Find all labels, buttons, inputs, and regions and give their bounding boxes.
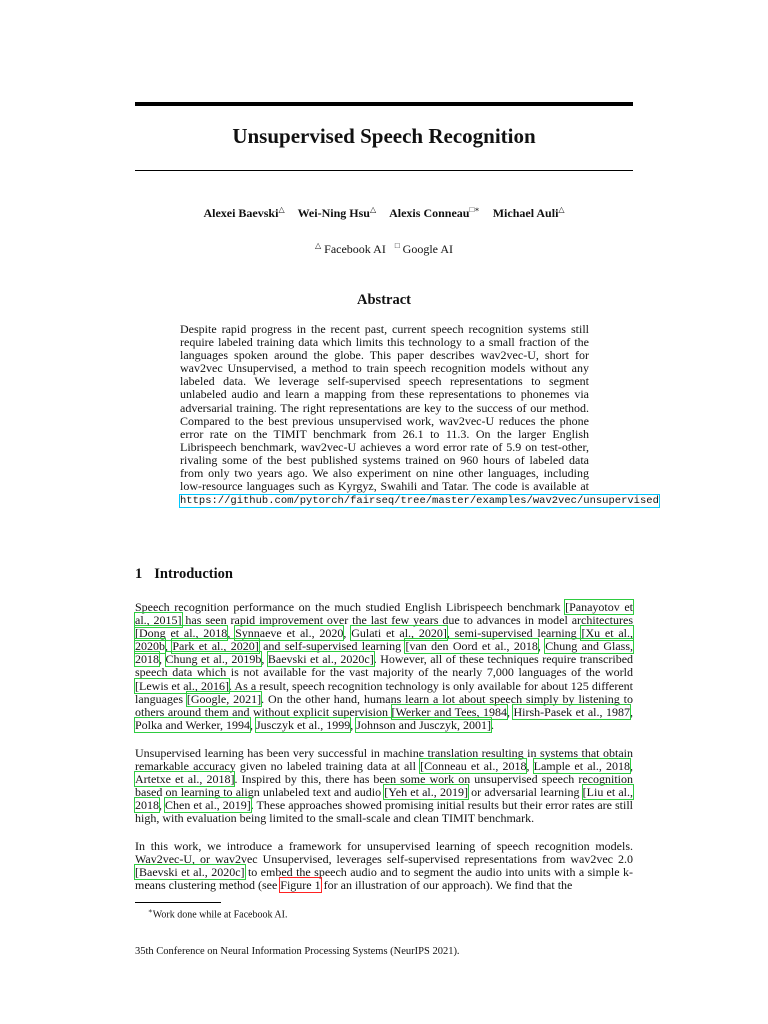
body-text-run: , [630,704,633,719]
body-text-run: . [490,717,494,732]
citation-link[interactable]: Hirsh-Pasek et al., 1987 [513,704,630,719]
conference-footer: 35th Conference on Neural Information Processing Systems (NeurIPS 2021). [135,946,460,957]
citation-link[interactable]: Artetxe et al., 2018] [135,772,235,787]
author: Michael Auli△ [492,205,565,220]
body-text-run: , [537,639,546,654]
title-top-rule [135,102,633,106]
citation-link[interactable]: Lample et al., 2018 [533,759,630,774]
citation-link[interactable]: Jusczyk et al., 1999 [255,717,351,732]
body-text-run: . These approaches showed promising initial results but their error rates are still high, with evaluation being limited to the small-scale and clean TIMIT benchmark. [135,798,634,826]
body-text-run: . As a result, speech recognition technology is only available for about 125 different languages [135,678,634,706]
author: Alexis Conneau□∗ [389,205,480,220]
citation-link[interactable]: [Google, 2021] [186,691,262,706]
citation-link[interactable]: [Lewis et al., 2016] [135,678,229,693]
paper-title: Unsupervised Speech Recognition [232,124,536,148]
body-text-run: or adversarial learning [467,785,583,800]
intro-paragraph-3 [135,840,633,892]
footnote: ∗Work done while at Facebook AI. [148,907,288,921]
abstract-text: Despite rapid progress in the recent past, current speech recognition systems still require labeled training data which limits this technology to a small fraction of the languages spoken around the globe. This paper describes wav2vec-U, short for wav2vec Unsupervised, a method to train speech recognition models without any labeled data. We leverage self-supervised speech representations to segment unlabeled audio and learn a mapping from these representations to phonemes via adversarial training. The right representations are key to the success of our method. Compared to the best previous unsupervised work, wav2vec-U reduces the phone error rate on the TIMIT benchmark from 26.1 to 11.3. On the larger English Librispeech benchmark, wav2vec-U achieves a word error rate of 5.9 on test-other, rivaling some of the best published systems trained on 960 hours of labeled data from only two years ago. We also experiment on nine other languages, including low-resource languages such as Kyrgyz, Swahili and Tatar. The code is available at [180,322,589,494]
body-text-run: , semi-supervised learning [446,626,582,641]
author: Wei-Ning Hsu△ [297,205,377,220]
section-number: 1 [135,566,143,582]
citation-link[interactable]: [Conneau et al., 2018 [420,759,527,774]
body-text-run: , [159,652,166,667]
body-text-run: . On the other hand, humans learn a lot about speech simply by listening to others around them and without explicit supervision [135,691,634,719]
citation-link[interactable]: [Yeh et al., 2019] [384,785,468,800]
citation-link[interactable]: Chen et al., 2019] [165,798,251,813]
body-text-run: , [227,626,236,641]
body-text-run: , [261,652,268,667]
citation-link[interactable]: [Panayotov et al., 2015] [135,600,633,628]
title-bottom-rule [135,170,633,171]
section-title: Introduction [154,566,233,582]
intro-paragraph-2 [135,747,633,826]
citation-link[interactable]: [Werker and Tees, 1984 [391,704,507,719]
body-text-run: , [350,717,357,732]
body-text-run: for an illustration of our approach). We find that the [320,878,573,893]
intro-paragraph-1 [135,601,633,732]
affiliations: △ Facebook AI □ Google AI [315,241,453,256]
body-text-run: , [159,798,166,813]
body-text-run: , [526,759,534,774]
body-text-run: . Inspired by this, there has been some work on unsupervised speech recognition based on learning to align unlabeled text and audio [135,772,633,800]
code-url-link[interactable]: https://github.com/pytorch/fairseq/tree/master/examples/wav2vec/unsupervised [180,495,659,508]
body-text-run: In this work, we introduce a framework for unsupervised learning of speech recognition models. Wav2vec-U, or wav2vec Unsupervised, leverages self-supervised representations from wav2vec 2.0 [135,839,633,867]
citation-link[interactable]: [Dong et al., 2018 [135,626,228,641]
body-text-run: , [506,704,514,719]
body-text-run: , [629,759,633,774]
citation-link[interactable]: Chung et al., 2019b [165,652,262,667]
citation-link[interactable]: Polka and Werker, 1994 [135,717,250,732]
citation-link[interactable]: [Liu et al., 2018 [135,785,634,813]
footnote-rule [135,902,221,903]
figure-reference-link[interactable]: Figure 1 [280,878,321,893]
citation-link[interactable]: Chung and Glass, 2018 [135,639,633,667]
citation-link[interactable]: [van den Oord et al., 2018 [405,639,538,654]
body-text-run: to embed the speech audio and to segment the audio into units with a simple k-means clustering method (see [135,865,633,893]
body-text-run: and self-supervised learning [258,639,406,654]
citation-link[interactable]: Gulati et al., 2020] [351,626,447,641]
citation-link[interactable]: [Xu et al., 2020b [135,626,634,654]
body-text-run: , [165,639,173,654]
affiliation: Facebook AI [324,242,386,256]
citation-link[interactable]: [Baevski et al., 2020c] [135,865,245,880]
abstract-heading: Abstract [357,292,411,308]
body-text-run: Unsupervised learning has been very successful in machine translation resulting in systems that obtain remarkable accuracy given no labeled training data at all [135,746,633,774]
author: Alexei Baevski△ [203,205,285,220]
body-text-run: has seen rapid improvement over the last few years due to advances in model architectures [181,613,634,628]
abstract-body [180,322,659,508]
body-text-run: , [343,626,352,641]
affiliation: Google AI [402,242,453,256]
body-text-run: . However, all of these techniques require transcribed speech data which is not available for the vast majority of the nearly 7,000 languages of the world [135,652,634,680]
citation-link[interactable]: Johnson and Jusczyk, 2001] [356,717,491,732]
body-text-run: Speech recognition performance on the much studied English Librispeech benchmark [135,600,566,614]
citation-link[interactable]: Park et al., 2020] [172,639,259,654]
citation-link[interactable]: Baevski et al., 2020c] [267,652,374,667]
body-text-run: , [249,717,256,732]
author-list [135,205,633,221]
section-heading [135,566,233,583]
citation-link[interactable]: Synnaeve et al., 2020 [235,626,344,641]
